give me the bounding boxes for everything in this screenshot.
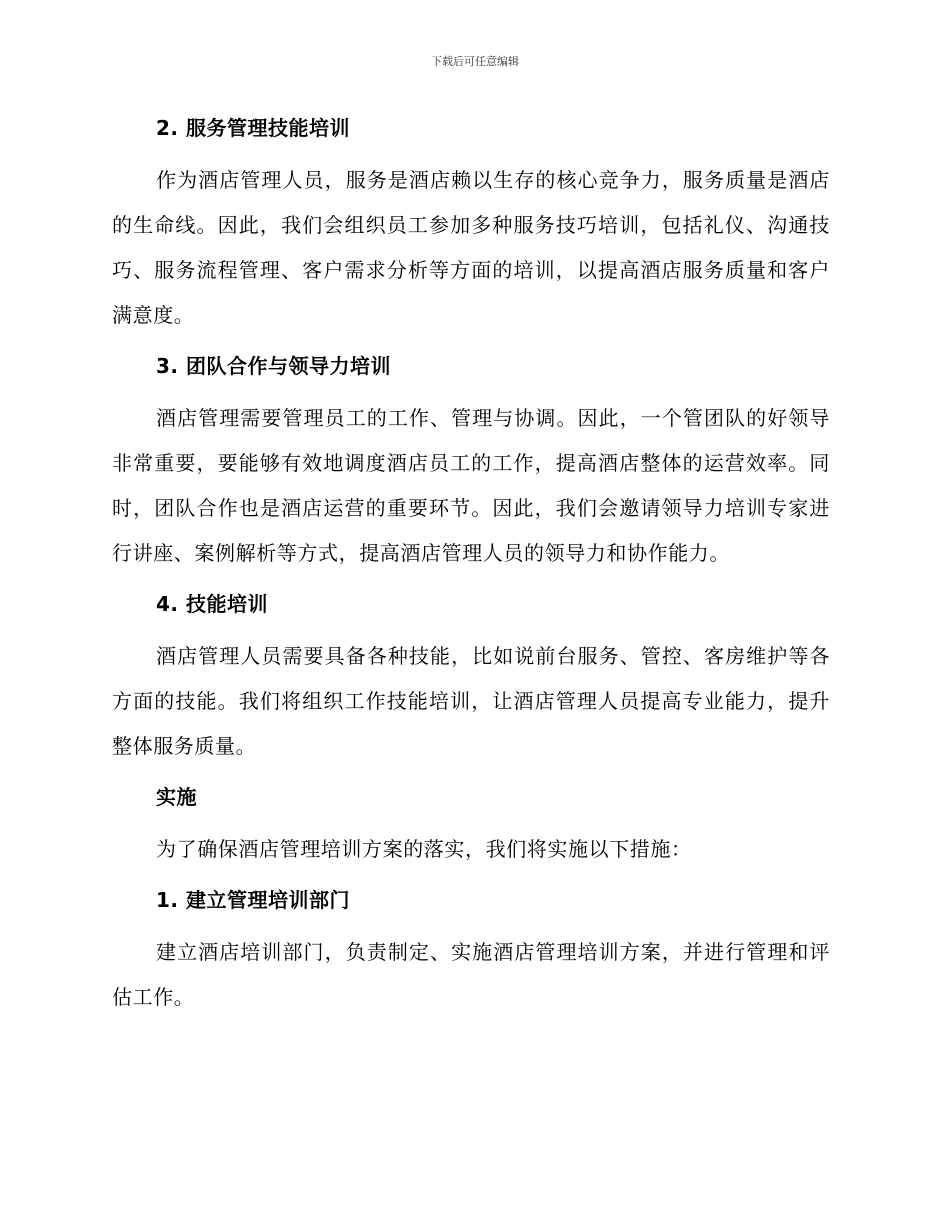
page-header: 下载后可任意编辑 bbox=[431, 55, 519, 68]
section-paragraph-service-skills: 作为酒店管理人员，服务是酒店赖以生存的核心竞争力，服务质量是酒店的生命线。因此，我们会组织员工参加多种服务技巧培训，包括礼仪、沟通技巧、服务流程管理、客户需求分析等方面的培训，以提高酒店服务质量和客户满意度。 bbox=[112, 168, 830, 327]
section-heading-training-department: 1. 建立管理培训部门 bbox=[156, 888, 350, 912]
section-heading-service-skills: 2. 服务管理技能培训 bbox=[156, 116, 350, 140]
section-paragraph-teamwork-leadership: 酒店管理需要管理员工的工作、管理与协调。因此，一个管团队的好领导非常重要，要能够有效地调度酒店员工的工作，提高酒店整体的运营效率。同时，团队合作也是酒店运营的重要环节。因此，我们会邀请领导力培训专家进行讲座、案例解析等方式，提高酒店管理人员的领导力和协作能力。 bbox=[112, 406, 830, 565]
document-body bbox=[112, 112, 830, 1032]
section-paragraph-implementation: 为了确保酒店管理培训方案的落实，我们将实施以下措施： bbox=[156, 837, 692, 861]
section-paragraph-skills-training: 酒店管理人员需要具备各种技能，比如说前台服务、管控、客房维护等各方面的技能。我们将组织工作技能培训，让酒店管理人员提高专业能力，提升整体服务质量。 bbox=[112, 644, 830, 758]
section-heading-teamwork-leadership: 3. 团队合作与领导力培训 bbox=[156, 354, 391, 378]
section-heading-skills-training: 4. 技能培训 bbox=[156, 592, 268, 616]
section-heading-implementation: 实施 bbox=[156, 785, 197, 809]
section-paragraph-training-department: 建立酒店培训部门，负责制定、实施酒店管理培训方案，并进行管理和评估工作。 bbox=[112, 940, 830, 1009]
